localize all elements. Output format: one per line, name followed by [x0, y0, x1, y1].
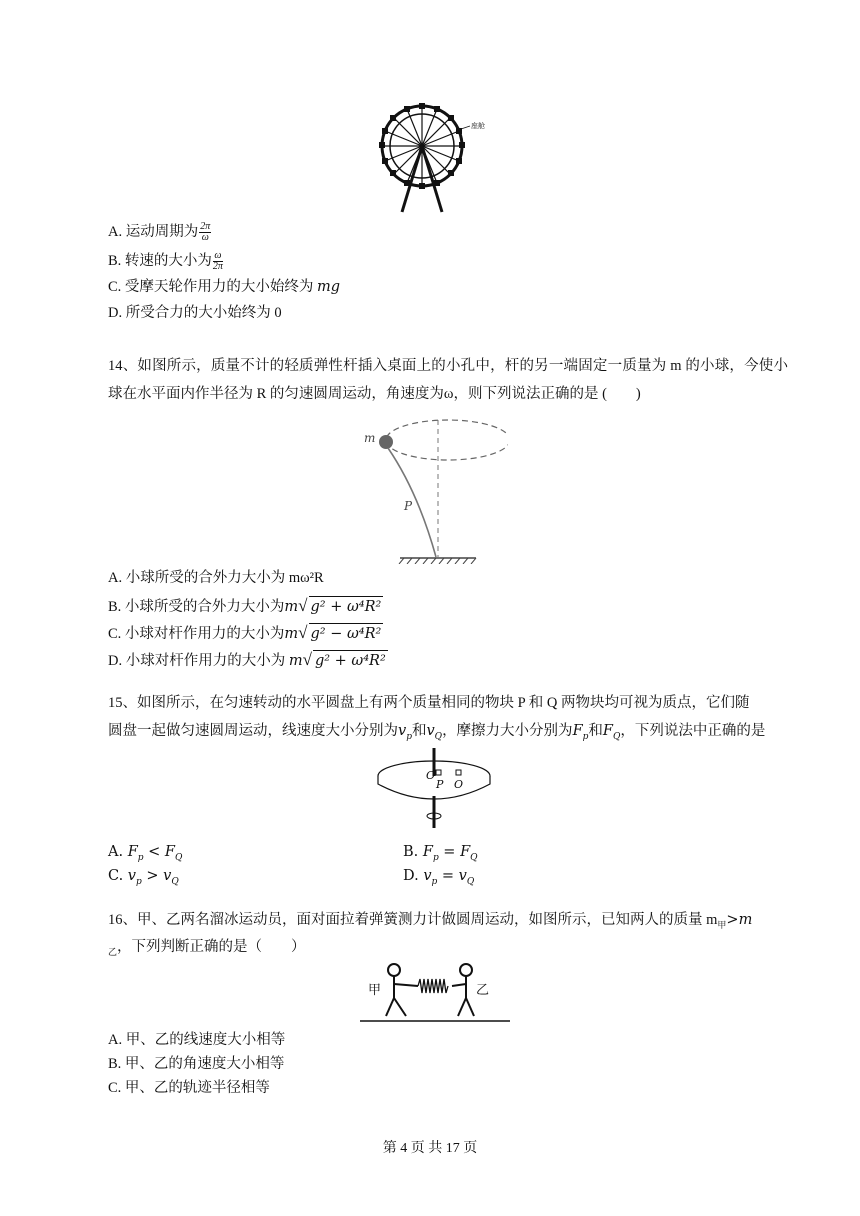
q14-option-c: C. 小球对杆作用力的大小为m√ g² − ω⁴R² — [108, 623, 382, 642]
rotating-disk-figure — [370, 746, 500, 832]
q13-option-b: B. 转速的大小为 $\frac{\omega}{2\pi}$ — [108, 250, 223, 273]
figure-label-o2: O — [454, 778, 464, 791]
figure-label-cabin: 座舱 — [471, 122, 485, 130]
figure-label-yi: 乙 — [476, 983, 490, 998]
skaters-figure — [360, 958, 510, 1024]
q16-option-b: B. 甲、乙的角速度大小相等 — [108, 1056, 285, 1072]
q15-option-b: B. $F_p = F_Q$ — [403, 844, 478, 863]
ferris-wheel-figure — [372, 100, 492, 215]
page-footer: 第 4 页 共 17 页 — [382, 1141, 478, 1156]
q14-option-b: B. 小球所受的合外力大小为m√ g² + ω⁴R² — [108, 596, 382, 615]
q16-option-c: C. 甲、乙的轨迹半径相等 — [108, 1080, 270, 1096]
figure-label-p: P — [436, 778, 444, 791]
q15-stem-line1: 15、如图所示，在匀速转动的水平圆盘上有两个质量相同的物块 P 和 Q 两物块均可视为质点，它们随 — [108, 695, 750, 711]
q13-option-d: D. 所受合力的大小始终为 0 — [108, 305, 282, 321]
q15-stem-line2: 圆盘一起做匀速圆周运动，线速度大小分别为$v_p$和$v_Q$，摩擦力大小分别为$F_p$和$F_Q$，下列说法中正确的是 — [108, 723, 766, 742]
q16-stem-line2: $_乙$，下列判断正确的是（ ） — [108, 939, 306, 957]
q14-stem: 14、如图所示，质量不计的轻质弹性杆插入桌面上的小孔中，杆的另一端固定一质量为 m 的小球，今使小球在水平面内作半径为 R 的匀速圆周运动，角速度为ω，则下列说法正确的是 ( ) — [108, 358, 788, 402]
q15-option-c: C. $v_p > v_Q$ — [108, 868, 179, 887]
q14-option-a: A. 小球所受的合外力大小为 mω²R — [108, 570, 324, 586]
figure-label-m: m — [364, 431, 376, 445]
q15-option-a: A. $F_p < F_Q$ — [108, 844, 183, 863]
q16-option-a: A. 甲、乙的线速度大小相等 — [108, 1032, 286, 1048]
figure-label-o1: O — [426, 769, 436, 782]
elastic-rod-figure — [358, 412, 508, 564]
q13-option-a: A. 运动周期为 $\frac{2\pi}{\omega}$ — [108, 221, 211, 244]
q15-option-d: D. $v_p = v_Q$ — [403, 868, 475, 887]
figure-label-jia: 甲 — [368, 983, 382, 998]
q14-option-d: D. 小球对杆作用力的大小为 m√ g² + ω⁴R² — [108, 650, 386, 669]
q13-option-c: C. 受摩天轮作用力的大小始终为 mg — [108, 279, 341, 295]
figure-label-p: P — [404, 499, 413, 513]
q16-stem-line1: 16、甲、乙两名溜冰运动员，面对面拉着弹簧测力计做圆周运动，如图所示，已知两人的质量 $m_甲>m$ — [108, 912, 753, 930]
